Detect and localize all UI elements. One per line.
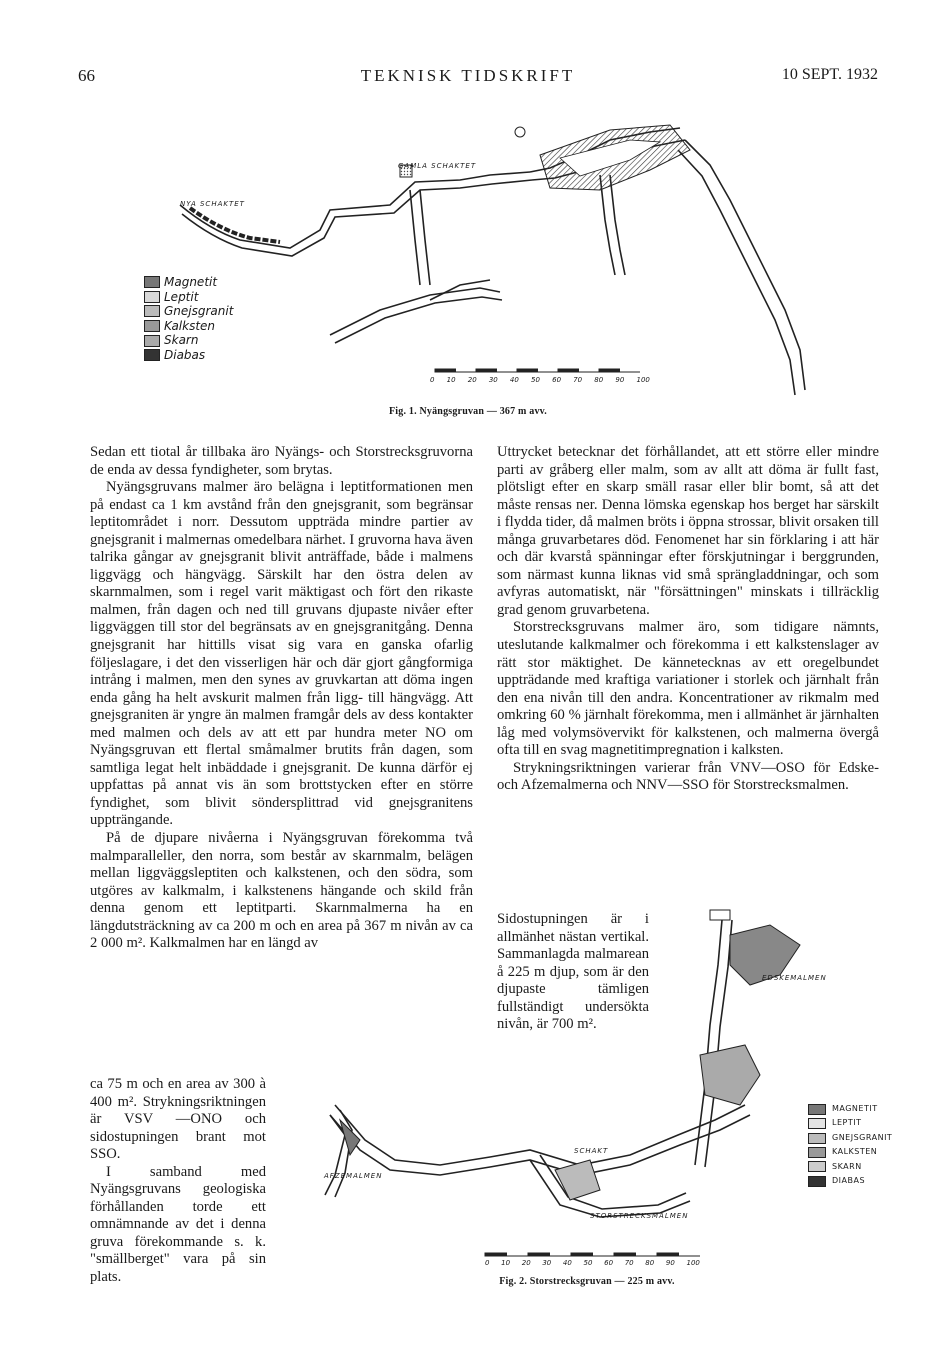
scale-tick: 80: [594, 376, 604, 384]
scale-tick: 100: [686, 1259, 700, 1267]
swatch-leptit: [808, 1118, 826, 1129]
scale-tick: 60: [552, 376, 562, 384]
paragraph: Storstrecksgruvans malmer äro, som tidigare nämnts, uteslutande kalkmalmer och förekomma i ett kalkstenslager av rätt stor mäktighet. De kännetecknas av ett oregelbundet uppträdande med kraftiga variationer i storlek och järnhalt från den ena nivån till den andra. Koncentrationer av rikmalm med omkring 60 % järnhalt förekomma, men i allmänhet är järnhalten låg med volymsövervikt för kalkstenen, och malmerna övergå ofta till en svag magnetitimpregnation i kalksten.: [497, 619, 879, 759]
scale-tick: 50: [531, 376, 540, 384]
paragraph: Uttrycket betecknar det förhållandet, att ett större eller mindre parti av gråberg eller malm, som av allt att döma är fullt fast, plötsligt efter en skarp smäll rasar eller blir bomt, så att det måste rensas ner. Denna lömska egenskap hos berget har särskilt i flydda tider, då malmen bröts i öppna strossar, blivit orsaken till många gruvarbetares död. Fenomenet har sin förklaring i att här och där kvarstå spänningar efter förskjutningar i berggrunden, som närmast kunna liknas vid små sprängladdningar, och som avfyras automatiskt, när "försättningen" minskats i tillräcklig grad genom gruvarbetena.: [497, 444, 879, 618]
journal-title: TEKNISK TIDSKRIFT: [360, 66, 576, 85]
figure-2-caption: [470, 1276, 704, 1287]
scale-tick: 100: [636, 376, 650, 384]
figure-1-scale-ticks: [430, 376, 650, 384]
scale-tick: 20: [467, 376, 477, 384]
legend-label: Skarn: [164, 333, 199, 348]
page-number: 66: [78, 66, 95, 85]
scale-tick: 90: [665, 1259, 675, 1267]
scale-tick: 0: [430, 376, 435, 384]
paragraph: ca 75 m och en area av 300 à 400 m². Strykningsriktningen är VSV —ONO och sidostupningen brant mot SSO.: [90, 1076, 266, 1163]
scale-tick: 90: [615, 376, 625, 384]
legend-label: Magnetit: [164, 275, 218, 289]
scale-tick: 70: [573, 376, 583, 384]
legend-label: Diabas: [164, 347, 206, 362]
right-column: [497, 444, 879, 795]
swatch-skarn: [144, 335, 160, 347]
swatch-kalksten: [144, 320, 160, 332]
scale-tick: 80: [645, 1259, 655, 1267]
figure-1-legend: [144, 275, 233, 363]
swatch-gnejsgranit: [808, 1133, 826, 1144]
swatch-gnejsgranit: [144, 305, 160, 317]
issue-date: 10 SEPT. 1932: [781, 66, 878, 83]
left-narrow-column: [90, 1076, 266, 1287]
label-storstrecksmalmen: STORSTRECKSMALMEN: [590, 1212, 689, 1220]
label-edskemalmen: EDSKEMALMEN: [762, 974, 827, 982]
scale-tick: 30: [488, 376, 498, 384]
scale-tick: 60: [604, 1259, 614, 1267]
caption-label: Fig. 2.: [499, 1276, 528, 1287]
label-gamla-schaktet: GAMLA SCHAKTET: [398, 162, 477, 170]
caption-label: Fig. 1.: [388, 406, 417, 417]
scale-tick: 40: [562, 1259, 572, 1267]
paragraph: Sidostupningen är i allmänhet nästan vertikal. Sammanlagda malmarean å 225 m djup, som är den djupaste tämligen fullständigt undersökta nivån, är 700 m².: [497, 911, 649, 1033]
paragraph: Nyängsgruvans malmer äro belägna i leptitformationen men på endast ca 1 km avstånd från den gnejsgranit, som begränsar leptitområdet i norr. Dessutom uppträda mindre partier av gnejsgranit i malmernas omedelbara närhet. I gruvorna hava även talrika gångar av gnejsgranit blivit anträffade, både i malmens liggvägg och hängvägg. Särskilt har den östra delen av skarnmalmen, som i regel varit mäktigast och fört den rikaste malmen, från dagen och ned till gruvans djupaste nivåer efter liggväggen till stor del begränsats av en gnejsgranitgång. Denna gnejsgranit har hittills visat sig vara en ganska ofarlig följeslagare, i det den visserligen här och där gjort gångformiga intrång i malmen, men den synes av gruvkartan att döma ingen enda gång ha helt avskurit malmen från ligg- till hängvägg. Att gnejsgraniten är yngre än malmen framgår dels av dess kontakter med malmen och dels av att ett par hundra meter NO om Nyängsgruvan ett flertal småmalmer brutits från dagen, som samtliga legat helt inbäddade i gnejsgranit. De kunna därför ej uppfattas på annat vis än som brottstycken efter en större fyndighet, som blivit söndersplittrad vid gnejsgranitens uppträngande.: [90, 479, 473, 829]
swatch-skarn: [808, 1161, 826, 1172]
legend-label: KALKSTEN: [832, 1147, 878, 1157]
scale-tick: 0: [485, 1259, 490, 1267]
caption-text: Nyängsgruvan — 367 m avv.: [419, 406, 547, 417]
paragraph: På de djupare nivåerna i Nyängsgruvan förekomma två malmparalleller, den norra, som består av skarnmalm, belägen mellan liggväggsleptiten och kalkstenen, och den södra, som utgöres av kalkmalm, i kalkstenens hängande och skild från denna genom ett leptitparti. Skarnmalmerna ha en längdutsträckning av ca 200 m och en area på 367 m nivån av ca 2 000 m². Kalkmalmen har en längd av: [90, 830, 473, 952]
swatch-leptit: [144, 291, 160, 303]
legend-label: DIABAS: [832, 1176, 866, 1186]
paragraph: Sedan ett tiotal år tillbaka äro Nyängs- och Storstrecksgruvorna de enda av dessa fyndigheter, som brytas.: [90, 444, 473, 478]
scale-tick: 30: [542, 1259, 552, 1267]
legend-label: MAGNETIT: [832, 1104, 878, 1113]
caption-text: Storstrecksgruvan — 225 m avv.: [529, 1276, 675, 1287]
label-afzemalmen: AFZEMALMEN: [324, 1172, 383, 1180]
legend-label: Gnejsgranit: [164, 304, 234, 319]
label-schakt: SCHAKT: [574, 1147, 609, 1155]
legend-label: Leptit: [164, 289, 199, 304]
legend-label: GNEJSGRANIT: [832, 1132, 893, 1142]
legend-label: SKARN: [832, 1161, 862, 1171]
legend-label: Kalksten: [164, 318, 216, 333]
swatch-diabas: [808, 1176, 826, 1187]
figure-2-map: [300, 905, 820, 1265]
scale-tick: 20: [521, 1259, 531, 1267]
scale-tick: 70: [624, 1259, 634, 1267]
paragraph: Strykningsriktningen varierar från VNV—OSO för Edske- och Afzemalmerna och NNV—SSO för Storstrecksmalmen.: [497, 759, 879, 794]
scale-tick: 50: [583, 1259, 593, 1267]
scale-tick: 10: [446, 376, 456, 384]
legend-label: LEPTIT: [832, 1118, 862, 1128]
paragraph: I samband med Nyängsgruvans geologiska förhållanden torde ett omnämnande av det i denna gruva förekommande s. k. "smällberget" vara på sin plats.: [90, 1163, 266, 1286]
swatch-kalksten: [808, 1147, 826, 1158]
figure-2-scale-ticks: [485, 1259, 700, 1267]
figure-1-caption: [0, 406, 936, 417]
swatch-diabas: [144, 349, 160, 361]
swatch-magnetit: [144, 276, 160, 288]
label-nya-schaktet: NYA SCHAKTET: [180, 200, 245, 208]
left-column: [90, 444, 473, 953]
swatch-magnetit: [808, 1104, 826, 1115]
figure-2-legend: [808, 1102, 892, 1188]
scale-tick: 10: [501, 1259, 511, 1267]
scale-tick: 40: [509, 376, 519, 384]
